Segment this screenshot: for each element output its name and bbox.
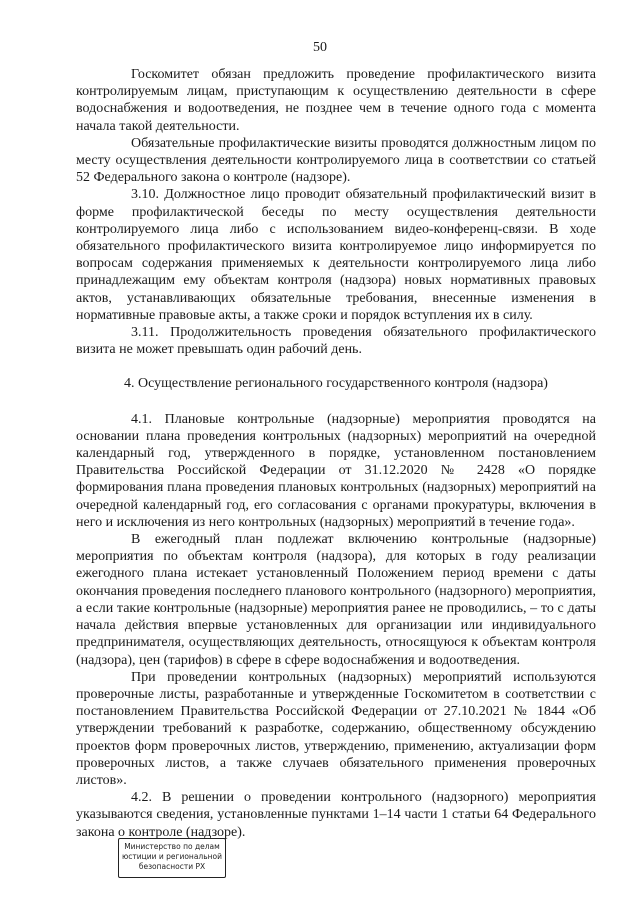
- document-body: [76, 66, 596, 841]
- stamp-line: юстиции и региональной: [121, 852, 223, 861]
- paragraph: Госкомитет обязан предложить проведение профилактического визита контролируемым лицам, приступающим к осуществлению деятельности в сфере водоснабжения и водоотведения, не позднее чем в течение одного года с момента начала такой деятельности.: [76, 67, 596, 134]
- paragraph: 4.2. В решении о проведении контрольного (надзорного) мероприятия указываются сведения, установленные пунктами 1–14 части 1 статьи 64 Федерального закона о контроле (надзоре).: [76, 790, 596, 840]
- stamp-line: безопасности РХ: [138, 862, 206, 871]
- section-heading: 4. Осуществление регионального государственного контроля (надзора): [124, 376, 548, 392]
- paragraph: Обязательные профилактические визиты проводятся должностным лицом по месту осуществления деятельности контролируемого лица в соответствии со статьей 52 Федерального закона о контроле (надзоре).: [76, 135, 596, 186]
- paragraph: 3.11. Продолжительность проведения обязательного профилактического визита не может превышать один рабочий день.: [76, 325, 596, 358]
- registration-stamp: [118, 838, 226, 878]
- stamp-line: Министерство по делам: [124, 842, 220, 851]
- paragraph: В ежегодный план подлежат включению контрольные (надзорные) мероприятия по объектам контроля (надзора), для которых в году реализации ежегодного плана истекает установленный Положением период времени с даты окончания проведения последнего планового контрольного (надзорного) мероприятия, а если такие контрольные (надзорные) мероприятия ранее не проводились, – то с даты начала действия впервые установленных для организации или индивидуального предпринимателя, осуществляющих деятельность, относящуюся к объектам контроля (надзора), цен (тарифов) в сфере в сфере водоснабжения и водоотведения.: [76, 532, 596, 668]
- page-number: 50: [313, 40, 327, 55]
- paragraph: 4.1. Плановые контрольные (надзорные) мероприятия проводятся на основании плана проведения контрольных (надзорных) мероприятий на очередной календарный год, утвержденного в порядке, установленном постановлением Правительства Российской Федерации от 31.12.2020 № 2428 «О порядке формирования плана проведения плановых контрольных (надзорных) мероприятий на очередной календарный год, его согласования с органами прокуратуры, включения в него и исключения из него контрольных (надзорных) мероприятий в течение года».: [76, 411, 596, 530]
- paragraph: При проведении контрольных (надзорных) мероприятий используются проверочные листы, разработанные и утвержденные Госкомитетом в соответствии с постановлением Правительства Российской Федерации от 27.10.2021 № 1844 «Об утверждении требований к разработке, содержанию, общественному обсуждению проектов форм проверочных листов, утверждению, применению, актуализации форм проверочных листов, а также случаев обязательного применения проверочных листов».: [76, 669, 596, 788]
- paragraph: 3.10. Должностное лицо проводит обязательный профилактический визит в форме профилактической беседы по месту осуществления деятельности контролируемого лица либо с использованием видео-конференц-связи. В ходе обязательного профилактического визита контролируемое лицо информируется по вопросам содержания применяемых к деятельности контролируемого лица либо принадлежащим ему объектам контроля (надзора) новых нормативных правовых актов, устанавливающих обязательные требования, внесенные изменения в нормативные правовые акты, а также сроки и порядок вступления их в силу.: [76, 187, 596, 323]
